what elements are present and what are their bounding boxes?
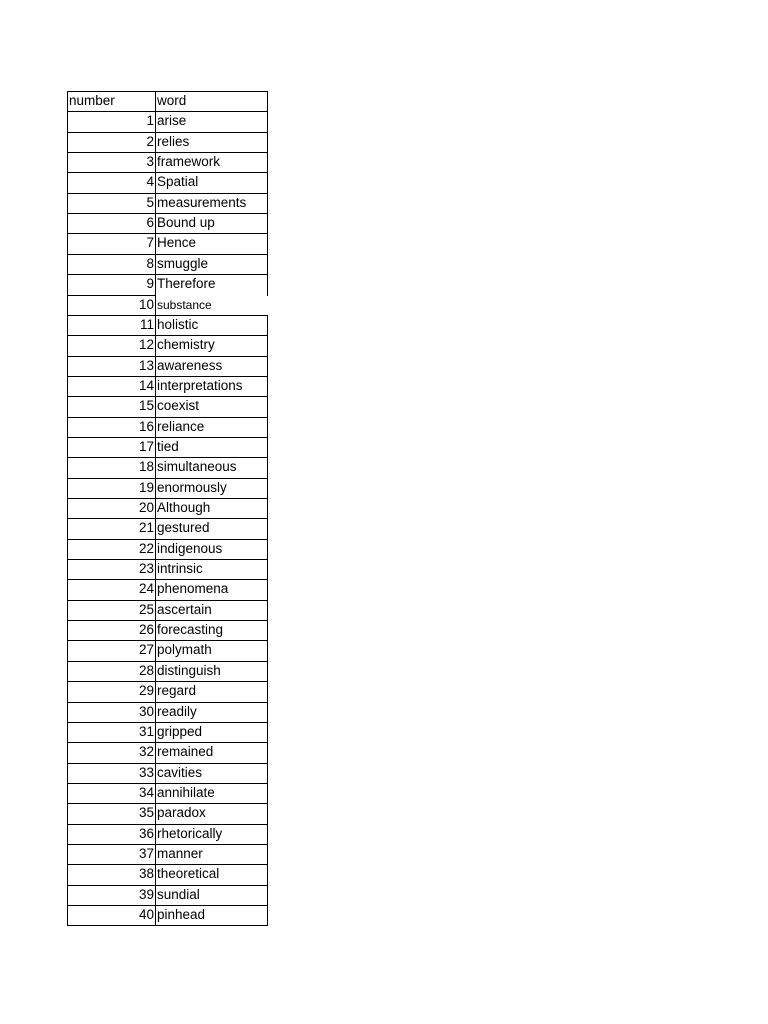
- cell-number: 39: [138, 886, 154, 902]
- grid-hline: [67, 864, 268, 865]
- cell-word: intrinsic: [157, 561, 203, 577]
- cell-word: manner: [157, 845, 203, 861]
- cell-number: 33: [138, 764, 154, 780]
- cell-number: 14: [138, 377, 154, 393]
- header-number: number: [69, 93, 115, 108]
- cell-word: coexist: [157, 398, 200, 414]
- cell-number: 31: [138, 723, 154, 739]
- grid-hline: [67, 579, 268, 580]
- cell-number: 24: [138, 581, 154, 597]
- grid-hline: [67, 152, 268, 153]
- cell-number: 32: [138, 744, 154, 760]
- cell-word: regard: [157, 683, 197, 699]
- cell-number: 3: [146, 154, 154, 170]
- cell-word: tied: [157, 438, 179, 454]
- cell-word: distinguish: [157, 662, 221, 678]
- cell-number: 7: [146, 235, 154, 251]
- grid-hline: [67, 742, 268, 743]
- cell-number: 22: [138, 540, 154, 556]
- grid-hline: [67, 925, 268, 926]
- cell-number: 16: [138, 418, 154, 434]
- grid-hline: [67, 132, 268, 133]
- cell-word: Spatial: [157, 174, 199, 190]
- cell-number: 38: [138, 866, 154, 882]
- grid-hline: [67, 498, 268, 499]
- grid-vline: [155, 91, 156, 926]
- cell-word: phenomena: [157, 581, 229, 597]
- grid-hline: [67, 559, 268, 560]
- grid-hline: [67, 376, 268, 377]
- cell-number: 2: [146, 133, 154, 149]
- cell-word: remained: [157, 744, 214, 760]
- cell-word: enormously: [157, 479, 227, 495]
- cell-word: simultaneous: [157, 459, 237, 475]
- cell-number: 8: [146, 255, 154, 271]
- grid-hline: [67, 335, 268, 336]
- grid-hline: [67, 824, 268, 825]
- grid-vline: [267, 91, 268, 296]
- cell-word: holistic: [157, 316, 199, 332]
- cell-word: arise: [157, 113, 187, 129]
- cell-word: Bound up: [157, 215, 215, 231]
- cell-word: reliance: [157, 418, 205, 434]
- cell-word: ascertain: [157, 601, 212, 617]
- cell-word: measurements: [157, 194, 247, 210]
- cell-word: theoretical: [157, 866, 220, 882]
- cell-number: 37: [138, 845, 154, 861]
- grid-hline: [67, 457, 268, 458]
- grid-hline: [67, 91, 268, 92]
- cell-number: 20: [138, 500, 154, 515]
- grid-hline: [67, 111, 268, 112]
- cell-number: 30: [138, 703, 154, 719]
- grid-hline: [67, 172, 268, 173]
- grid-hline: [67, 478, 268, 479]
- grid-hline: [67, 193, 268, 194]
- grid-hline: [67, 640, 268, 641]
- grid-hline: [67, 539, 268, 540]
- cell-number: 4: [146, 174, 154, 190]
- cell-number: 9: [146, 276, 154, 292]
- grid-hline: [67, 885, 268, 886]
- cell-number: 29: [138, 683, 154, 699]
- cell-word: interpretations: [157, 377, 243, 393]
- cell-word: chemistry: [157, 337, 215, 353]
- grid-vline: [67, 91, 68, 926]
- cell-number: 35: [138, 805, 154, 821]
- cell-number: 10: [138, 296, 154, 312]
- cell-number: 40: [138, 907, 154, 922]
- grid-hline: [67, 518, 268, 519]
- cell-number: 36: [138, 825, 154, 841]
- cell-word: pinhead: [157, 907, 206, 922]
- cell-number: 17: [138, 438, 154, 454]
- grid-hline: [67, 783, 268, 784]
- cell-word: sundial: [157, 886, 200, 902]
- cell-number: 34: [138, 784, 154, 800]
- header-word: word: [157, 93, 187, 108]
- grid-hline: [67, 844, 268, 845]
- cell-word: smuggle: [157, 255, 209, 271]
- cell-word: Although: [157, 500, 211, 515]
- cell-number: 25: [138, 601, 154, 617]
- cell-number: 19: [138, 479, 154, 495]
- grid-hline: [67, 681, 268, 682]
- cell-word: paradox: [157, 805, 206, 821]
- cell-number: 28: [138, 662, 154, 678]
- cell-word: rhetorically: [157, 825, 223, 841]
- grid-hline: [67, 254, 268, 255]
- cell-word: forecasting: [157, 622, 224, 638]
- grid-hline: [67, 803, 268, 804]
- cell-word: relies: [157, 133, 190, 149]
- cell-word: substance: [157, 297, 212, 312]
- cell-word: readily: [157, 703, 197, 719]
- cell-number: 1: [146, 113, 154, 129]
- grid-hline: [67, 356, 268, 357]
- cell-number: 11: [139, 316, 154, 332]
- cell-word: indigenous: [157, 540, 223, 556]
- cell-number: 13: [138, 357, 154, 373]
- grid-hline: [67, 417, 268, 418]
- grid-hline: [67, 661, 268, 662]
- grid-hline: [67, 233, 268, 234]
- cell-word: framework: [157, 154, 221, 170]
- cell-number: 21: [138, 520, 154, 536]
- grid-hline: [67, 274, 268, 275]
- cell-number: 6: [146, 215, 154, 231]
- grid-hline: [67, 213, 268, 214]
- cell-number: 26: [138, 622, 154, 638]
- cell-word: annihilate: [157, 784, 215, 800]
- cell-number: 18: [138, 459, 154, 475]
- cell-word: polymath: [157, 642, 212, 658]
- grid-hline: [67, 905, 268, 906]
- cell-word: Hence: [157, 235, 197, 251]
- grid-hline: [67, 600, 268, 601]
- cell-word: awareness: [157, 357, 223, 373]
- cell-word: gripped: [157, 723, 203, 739]
- grid-hline: [67, 702, 268, 703]
- grid-hline: [67, 295, 156, 296]
- cell-number: 5: [146, 194, 154, 210]
- grid-hline: [67, 396, 268, 397]
- cell-number: 15: [138, 398, 154, 414]
- cell-word: gestured: [157, 520, 210, 536]
- cell-number: 27: [138, 642, 154, 658]
- grid-vline: [267, 315, 268, 927]
- cell-number: 12: [138, 337, 154, 353]
- grid-hline: [67, 315, 268, 316]
- grid-hline: [67, 763, 268, 764]
- grid-hline: [67, 620, 268, 621]
- cell-word: cavities: [157, 764, 203, 780]
- grid-hline: [67, 437, 268, 438]
- grid-hline: [67, 722, 268, 723]
- cell-number: 23: [138, 561, 154, 577]
- cell-word: Therefore: [157, 276, 216, 292]
